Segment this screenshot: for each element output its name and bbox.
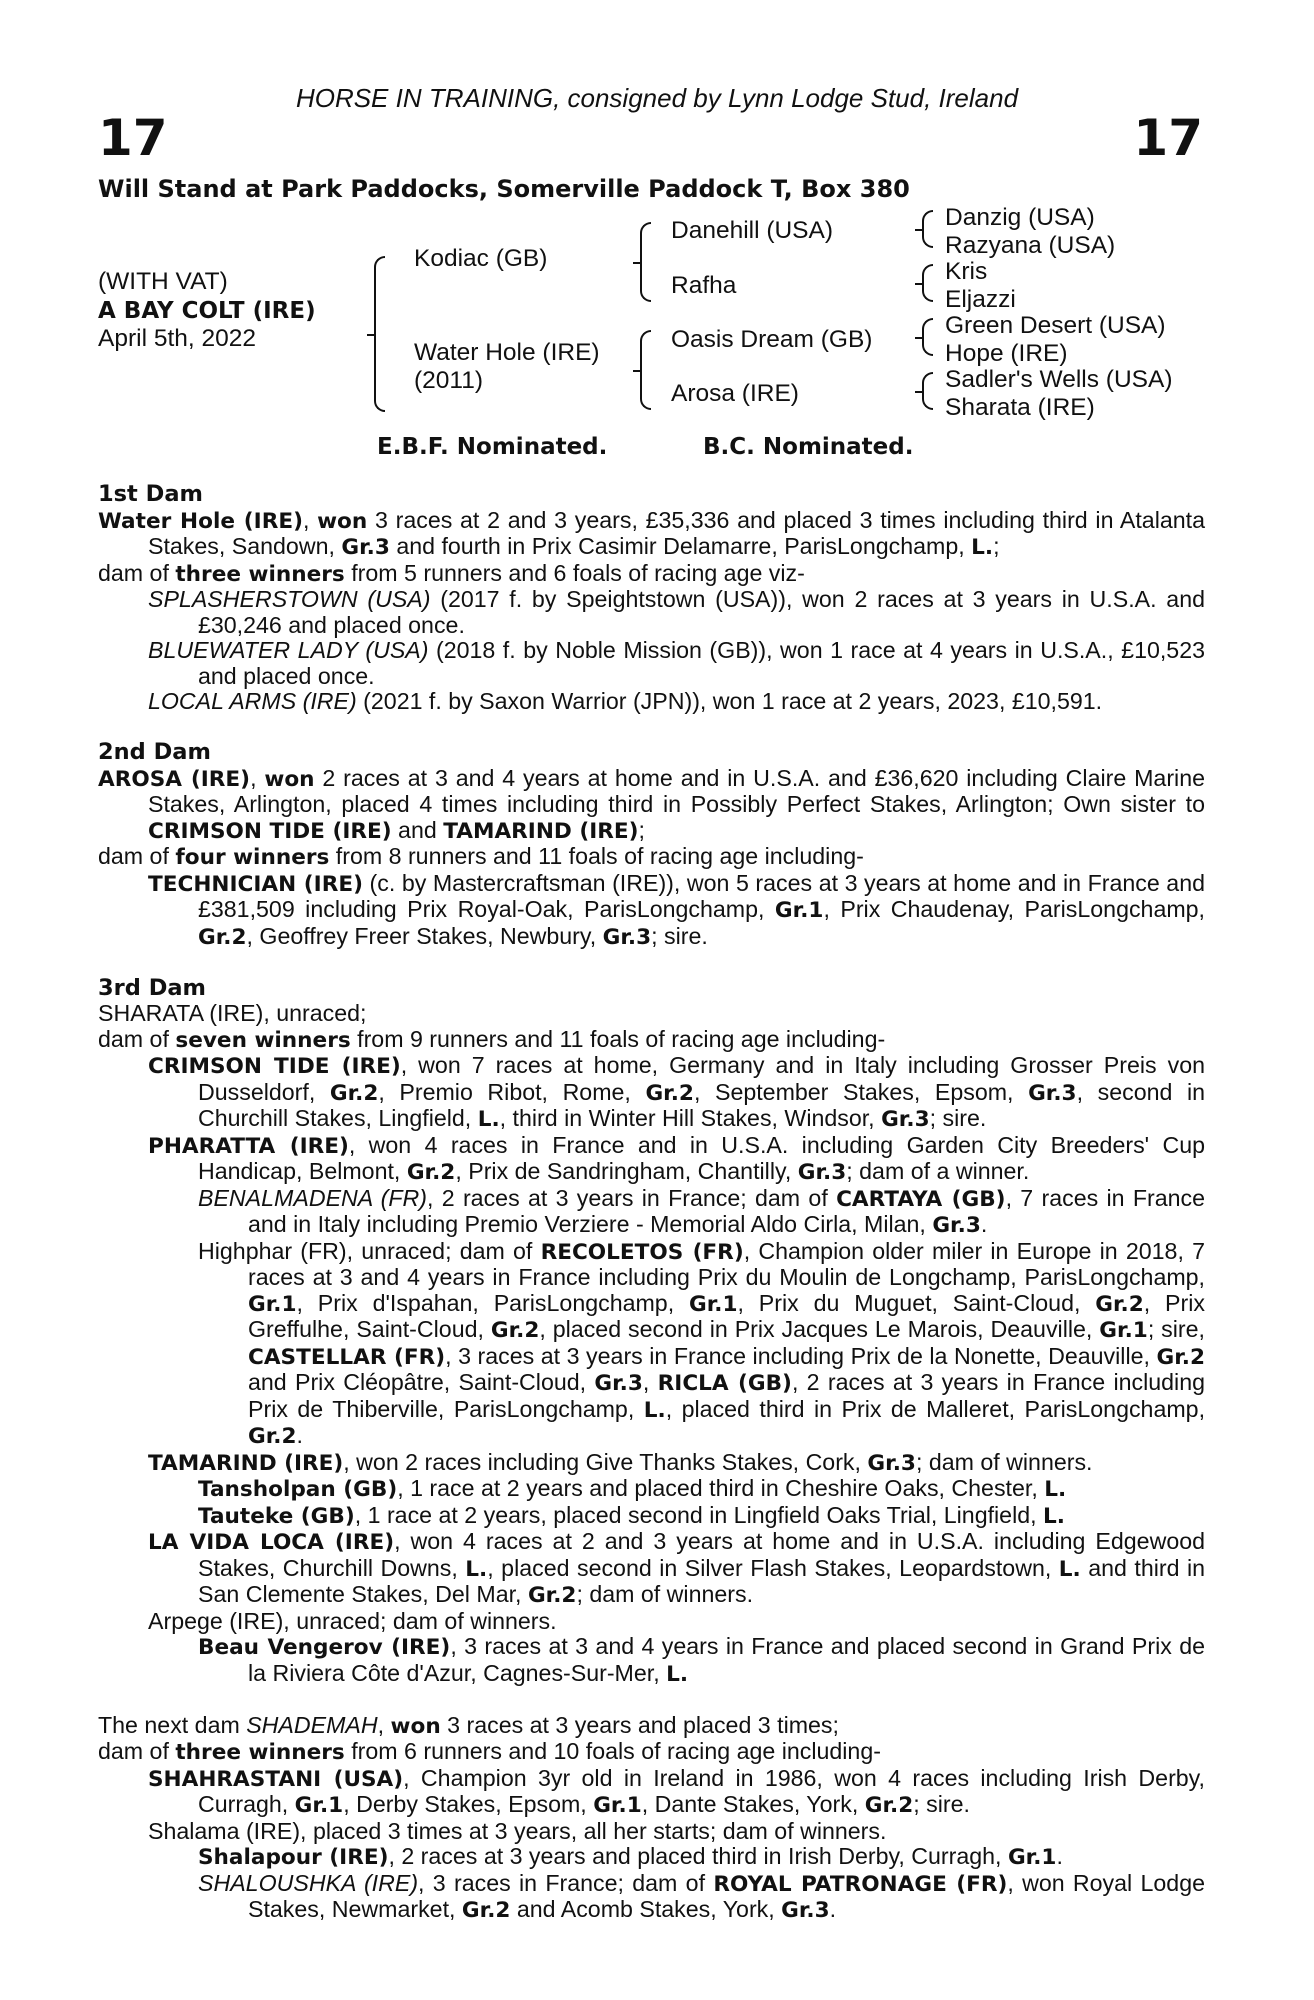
bold-text: RECOLETOS (FR) (540, 1239, 744, 1265)
ancestor-2: Razyana (USA) (945, 232, 1116, 259)
stand-location: Will Stand at Park Paddocks, Somerville Paddock T, Box 380 (98, 175, 910, 203)
text-run: from 5 runners and 6 foals of racing age viz- (344, 559, 805, 586)
bold-text: won (317, 508, 368, 534)
ancestor-6: Hope (IRE) (945, 340, 1068, 367)
pedigree-entry (98, 1450, 1205, 1477)
text-run: 3 races at 3 years and placed 3 times; (440, 1711, 839, 1738)
italic-text: LOCAL ARMS (IRE) (148, 688, 357, 714)
bold-text: Gr.2 (490, 1318, 540, 1343)
bold-text: PHARATTA (IRE) (148, 1133, 349, 1159)
dam-dam: Arosa (IRE) (671, 380, 799, 407)
bold-text: Gr.1 (294, 1793, 344, 1818)
bold-text: Gr.1 (248, 1291, 297, 1317)
text-run: , 2 races at 3 years and placed third in Irish Derby, Curragh, (388, 1843, 1008, 1869)
text-run: , Prix du Muguet, Saint-Cloud, (737, 1289, 1096, 1316)
text-run: , Prix d'Ispahan, ParisLongchamp, (296, 1289, 689, 1316)
text-run: and (391, 816, 444, 843)
family-history (98, 482, 1205, 1924)
text-run: , (377, 1711, 391, 1738)
foaling-date: April 5th, 2022 (98, 325, 256, 352)
bold-text: L. (971, 535, 994, 560)
brace-g1 (922, 210, 933, 248)
text-run: from 6 runners and 10 foals of racing age including- (344, 1738, 881, 1764)
bold-text: Gr.3 (1028, 1080, 1077, 1106)
bold-text: L. (1044, 1477, 1067, 1502)
bold-text: L. (643, 1397, 666, 1423)
brace-g3 (922, 318, 933, 356)
italic-text: SHALOUSHKA (IRE) (198, 1869, 419, 1896)
section-gap (98, 950, 1205, 976)
bold-text: three winners (175, 561, 345, 587)
text-run: , placed second in Silver Flash Stakes, Leopardstown, (487, 1554, 1059, 1581)
bold-text: L. (477, 1107, 500, 1132)
text-run: , Prix de Sandringham, Chantilly, (455, 1158, 798, 1184)
text-run: , 2 races at 3 years in France including Prix de Thiberville, ParisLongchamp, (248, 1369, 1205, 1422)
pedigree-entry (98, 844, 1205, 871)
text-run: , (642, 1369, 658, 1395)
text-run: The next dam (98, 1711, 247, 1738)
text-run: , second in Churchill Stakes, Lingfield, (198, 1078, 1205, 1131)
text-run: . (829, 1896, 837, 1922)
bold-text: Gr.2 (1095, 1291, 1144, 1317)
text-run: Arpege (IRE), unraced; dam of winners. (148, 1607, 557, 1634)
bold-text: Gr.2 (198, 924, 247, 950)
bold-text: Gr.2 (248, 1424, 297, 1449)
pedigree-entry (98, 1609, 1205, 1635)
text-run: and fourth in Prix Casimir Delamarre, ParisLongchamp, (389, 533, 972, 559)
pedigree-entry (98, 1871, 1205, 1924)
bold-text: Gr.1 (688, 1291, 738, 1317)
ebf-nomination: E.B.F. Nominated. (377, 434, 608, 460)
text-run: , won 4 races at 2 and 3 years at home and in U.S.A. including Edgewood Stakes, Churchill Downs, (198, 1528, 1206, 1581)
ancestor-5: Green Desert (USA) (945, 312, 1166, 339)
pedigree-entry (98, 1001, 1205, 1027)
pedigree-entry (98, 1766, 1205, 1819)
text-run: , won Royal Lodge Stakes, Newmarket, (248, 1869, 1205, 1922)
text-run: , Champion older miler in Europe in 2018, 7 races at 3 and 4 years in France including Prix du Moulin de Longchamp, ParisLongchamp, (248, 1237, 1205, 1290)
text-run: ; sire, (1147, 1316, 1205, 1342)
lot-number-left: 17 (98, 109, 168, 167)
italic-text: BENALMADENA (FR) (198, 1184, 428, 1211)
text-run: , 1 race at 2 years, placed second in Lingfield Oaks Trial, Lingfield, (354, 1501, 1044, 1528)
sire-dam: Rafha (671, 272, 737, 299)
section-gap (98, 1687, 1205, 1713)
pedigree-entry (98, 1133, 1205, 1186)
pedigree-entry (98, 1713, 1205, 1740)
text-run: dam of (98, 1025, 176, 1052)
pedigree-entry (98, 638, 1205, 689)
text-run: , 7 races in France and in Italy including Premio Verziere - Memorial Aldo Cirla, Milan, (248, 1184, 1205, 1237)
text-run: , Champion 3yr old in Ireland in 1986, won 4 races including Irish Derby, Curragh, (198, 1764, 1206, 1817)
text-run: , 3 races at 3 and 4 years in France and placed second in Grand Prix de la Riviera Côte d'Azur, Cagnes-Sur-Mer, (248, 1633, 1205, 1686)
sire: Kodiac (GB) (414, 245, 548, 272)
text-run: ; dam of winners. (915, 1448, 1093, 1475)
bold-text: L. (465, 1556, 488, 1582)
bc-nomination: B.C. Nominated. (703, 434, 914, 460)
text-run: ; sire. (913, 1791, 970, 1817)
text-run: ; sire. (929, 1105, 987, 1131)
bold-text: Gr.1 (1007, 1845, 1057, 1870)
bold-text: three winners (175, 1740, 345, 1765)
bold-text: Gr.2 (1156, 1344, 1205, 1370)
text-run: and Acomb Stakes, York, (510, 1896, 782, 1922)
text-run: SHARATA (IRE), unraced; (98, 1000, 367, 1026)
pedigree-entry (98, 1634, 1205, 1687)
text-run: , 3 races at 3 years in France including Prix de la Nonette, Deauville, (445, 1342, 1157, 1369)
text-run: , (302, 506, 318, 533)
bold-text: won (264, 766, 315, 792)
bold-text: AROSA (IRE) (98, 766, 251, 792)
pedigree-entry (98, 1239, 1205, 1450)
text-run: , 1 race at 2 years and placed third in Cheshire Oaks, Chester, (397, 1475, 1045, 1501)
horse-name: A BAY COLT (IRE) (98, 298, 316, 324)
pedigree-entry (98, 871, 1205, 951)
text-run: 3 races at 2 and 3 years, £35,336 and placed 3 times including third in Atalanta Stakes, Sandown, (148, 506, 1205, 559)
pedigree-entry (98, 1476, 1205, 1503)
dam-heading: 1st Dam (98, 481, 203, 507)
pedigree-entry (98, 561, 1205, 588)
sire-sire: Danehill (USA) (671, 217, 834, 244)
text-run: 2 races at 3 and 4 years at home and in U.S.A. and £36,620 including Claire Marine Stakes, Arlington, placed 4 times including third in Possibly Perfect Stakes, Arlington; Own sister to (148, 764, 1205, 817)
italic-text: SHADEMAH (246, 1711, 378, 1738)
text-run: dam of (98, 1738, 176, 1764)
dam-heading: 2nd Dam (98, 739, 211, 765)
pedigree-entry (98, 508, 1205, 561)
bold-text: Gr.3 (594, 1371, 643, 1396)
bold-text: CARTAYA (GB) (836, 1186, 1006, 1212)
brace-sire-line (640, 222, 651, 302)
text-run: (c. by Mastercraftsman (IRE)), won 5 races at 3 years at home and in France and £381,509 including Prix Royal-Oak, ParisLongchamp, (198, 869, 1205, 922)
text-run: , placed second in Prix Jacques Le Marois, Deauville, (539, 1316, 1100, 1342)
pedigree-entry (98, 1844, 1205, 1871)
bold-text: CASTELLAR (FR) (248, 1344, 446, 1370)
text-run: , won 7 races at home, Germany and in Italy including Grosser Preis von Dusseldorf, (198, 1052, 1205, 1105)
bold-text: Gr.3 (602, 924, 652, 950)
ancestor-7: Sadler's Wells (USA) (945, 366, 1173, 393)
text-run: , won 2 races including Give Thanks Stakes, Cork, (343, 1448, 868, 1475)
bold-text: TAMARIND (IRE) (443, 818, 639, 844)
pedigree-entry (98, 1739, 1205, 1766)
italic-text: SPLASHERSTOWN (USA) (148, 586, 431, 612)
text-run: , won 4 races in France and in U.S.A. including Garden City Breeders' Cup Handicap, Belmont, (198, 1131, 1205, 1184)
bold-text: won (390, 1713, 441, 1739)
text-run: , Premio Ribot, Rome, (378, 1078, 646, 1105)
bold-text: Gr.2 (645, 1080, 694, 1106)
text-run: dam of (98, 559, 176, 586)
brace-g2 (922, 264, 933, 302)
bold-text: Gr.3 (797, 1160, 847, 1185)
text-run: , placed third in Prix de Malleret, ParisLongchamp, (665, 1395, 1206, 1422)
bold-text: Water Hole (IRE) (98, 508, 303, 534)
text-run: dam of (98, 843, 176, 869)
text-run: (2018 f. by Noble Mission (GB)), won 1 race at 4 years in U.S.A., £10,523 and placed once. (198, 637, 1205, 689)
bold-text: Beau Vengerov (IRE) (198, 1635, 451, 1660)
text-run: from 9 runners and 11 foals of racing age including- (350, 1025, 886, 1052)
text-run: . (1056, 1843, 1063, 1869)
text-run: (2021 f. by Saxon Warrior (JPN)), won 1 race at 2 years, 2023, £10,591. (356, 688, 1103, 714)
bold-text: Gr.1 (593, 1793, 642, 1818)
bold-text: Gr.3 (781, 1898, 830, 1923)
text-run: ; sire. (651, 922, 708, 949)
dam: Water Hole (IRE) (414, 339, 600, 366)
text-run: , Dante Stakes, York, (641, 1791, 865, 1817)
pedigree-entry (98, 1027, 1205, 1054)
ancestor-4: Eljazzi (945, 286, 1016, 313)
pedigree-entry (98, 689, 1205, 715)
bold-text: TECHNICIAN (IRE) (148, 871, 363, 897)
vat-note: (WITH VAT) (98, 268, 228, 295)
text-run: Highphar (FR), unraced; dam of (198, 1237, 541, 1264)
bold-text: Gr.1 (1099, 1318, 1148, 1343)
italic-text: BLUEWATER LADY (USA) (148, 637, 429, 663)
text-run: from 8 runners and 11 foals of racing age including- (329, 843, 864, 869)
dam-sire: Oasis Dream (GB) (671, 326, 873, 353)
text-run: ; dam of a winner. (846, 1158, 1030, 1184)
bold-text: SHAHRASTANI (USA) (148, 1766, 404, 1792)
pedigree-entry (98, 766, 1205, 845)
text-run: , 3 races in France; dam of (418, 1869, 714, 1896)
bold-text: four winners (175, 845, 330, 870)
dam-year: (2011) (414, 367, 484, 394)
pedigree-entry (98, 1819, 1205, 1845)
lot-number-right: 17 (1133, 109, 1203, 167)
text-run: ; (993, 533, 1000, 559)
section-gap (98, 715, 1205, 741)
bold-text: Gr.3 (867, 1450, 916, 1476)
bold-text: Gr.2 (406, 1160, 456, 1185)
text-run: . (980, 1211, 988, 1237)
bold-text: Shalapour (IRE) (198, 1845, 389, 1870)
ancestor-8: Sharata (IRE) (945, 394, 1095, 421)
text-run: , Prix Greffulhe, Saint-Cloud, (248, 1289, 1205, 1342)
bold-text: Gr.2 (527, 1583, 577, 1608)
text-run: , September Stakes, Epsom, (693, 1078, 1029, 1105)
bold-text: Gr.2 (329, 1080, 379, 1106)
text-run: , Prix Chaudenay, ParisLongchamp, (823, 896, 1205, 922)
text-run: and third in San Clemente Stakes, Del Mar, (198, 1554, 1205, 1607)
bold-text: CRIMSON TIDE (IRE) (148, 1054, 401, 1079)
bold-text: Gr.1 (774, 898, 824, 923)
bold-text: Gr.3 (932, 1213, 981, 1238)
text-run: . (296, 1422, 303, 1448)
bold-text: Gr.2 (461, 1898, 511, 1923)
ancestor-1: Danzig (USA) (945, 204, 1095, 231)
text-run: ; dam of winners. (576, 1581, 754, 1607)
pedigree-entry (98, 1503, 1205, 1530)
bold-text: Gr.2 (864, 1793, 914, 1818)
consignment-line: HORSE IN TRAINING, consigned by Lynn Lodge Stud, Ireland (295, 83, 1019, 113)
bold-text: L. (666, 1661, 689, 1687)
text-run: Shalama (IRE), placed 3 times at 3 years, all her starts; dam of winners. (148, 1817, 887, 1844)
bold-text: L. (1043, 1503, 1065, 1529)
bold-text: Gr.3 (341, 535, 390, 560)
bold-text: LA VIDA LOCA (IRE) (148, 1530, 395, 1555)
pedigree-entry (98, 1529, 1205, 1609)
bold-text: Tansholpan (GB) (198, 1477, 398, 1502)
bold-text: L. (1058, 1556, 1081, 1582)
ancestor-3: Kris (945, 258, 988, 285)
text-run: , 2 races at 3 years in France; dam of (427, 1184, 837, 1211)
text-run: (2017 f. by Speightstown (USA)), won 2 races at 3 years in U.S.A. and £30,246 and placed once. (198, 586, 1205, 638)
text-run: , third in Winter Hill Stakes, Windsor, (499, 1105, 882, 1131)
bold-text: RICLA (GB) (657, 1371, 792, 1396)
text-run: ; (638, 816, 645, 843)
pedigree-entry (98, 587, 1205, 638)
text-run: , (250, 764, 265, 791)
bold-text: Gr.3 (881, 1107, 930, 1132)
pedigree-entry (98, 1053, 1205, 1133)
dam-heading: 3rd Dam (98, 974, 206, 1001)
brace-g4 (922, 372, 933, 410)
bold-text: Tauteke (GB) (198, 1503, 355, 1529)
text-run: , Geoffrey Freer Stakes, Newbury, (246, 922, 603, 949)
brace-dam-line (640, 330, 651, 410)
bold-text: ROYAL PATRONAGE (FR) (713, 1871, 1008, 1897)
pedigree-entry (98, 1186, 1205, 1239)
text-run: and Prix Cléopâtre, Saint-Cloud, (248, 1369, 595, 1395)
bold-text: CRIMSON TIDE (IRE) (148, 818, 392, 844)
bold-text: seven winners (175, 1027, 351, 1053)
brace-sire-dam (374, 256, 385, 412)
text-run: , Derby Stakes, Epsom, (343, 1791, 594, 1817)
bold-text: TAMARIND (IRE) (148, 1450, 344, 1476)
